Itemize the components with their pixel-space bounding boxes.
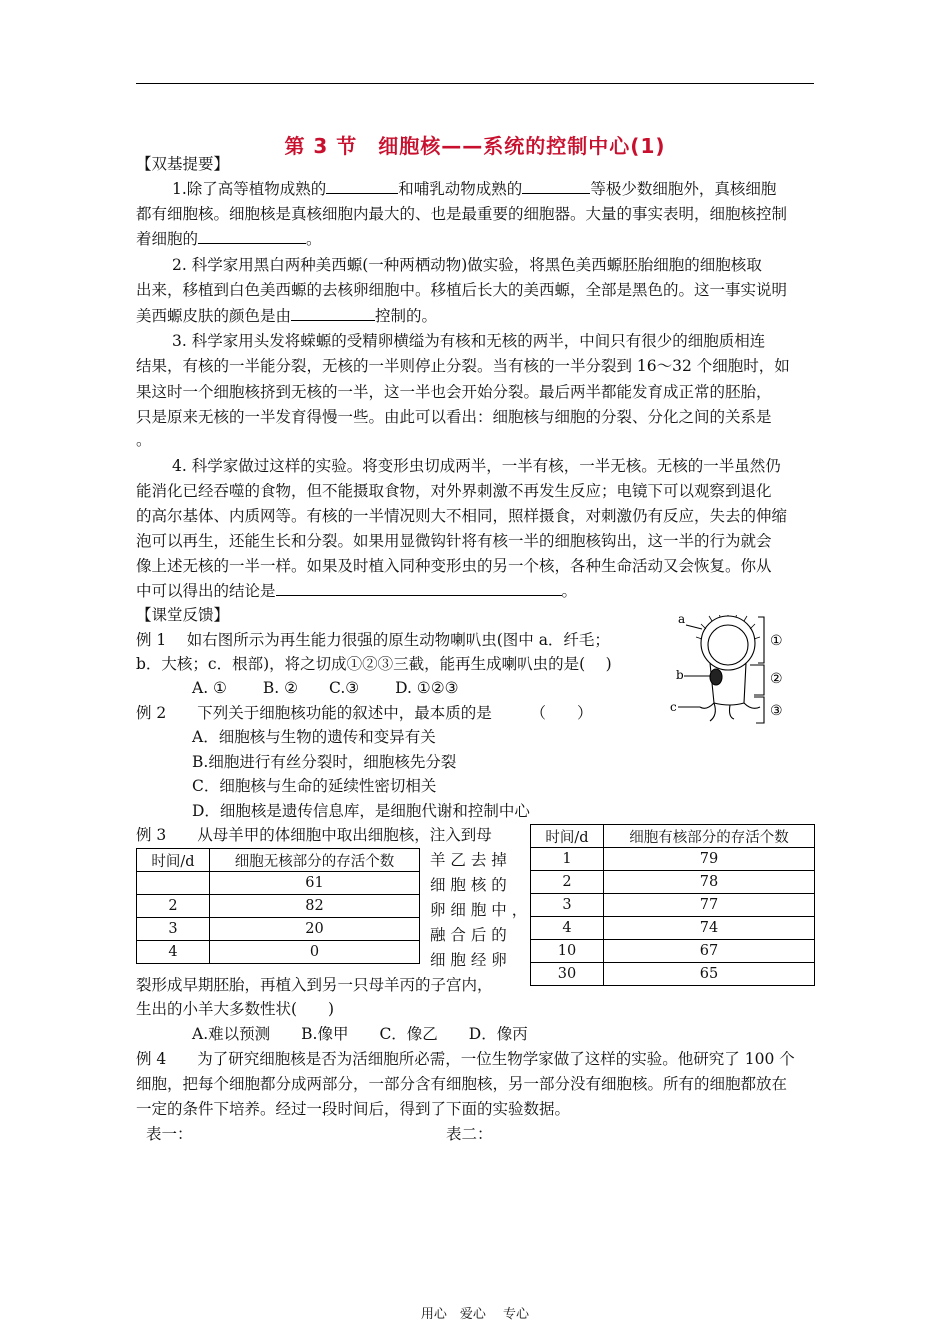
macronucleus [710,669,722,685]
table-cell: 2 [137,895,210,918]
label-b: b [676,668,684,682]
table-cell: 10 [531,940,604,963]
table-header-row [137,849,420,872]
table-header-cell: 细胞无核部分的存活个数 [210,849,420,872]
page-title: 第 3 节 细胞核——系统的控制中心(1) [284,134,666,158]
ex1-options: A. ① B. ② C.③ D. ①②③ [192,679,459,697]
table-cell: 67 [604,940,815,963]
table-row [137,918,420,941]
section-heading-basics: 【双基提要】 [136,155,230,173]
stentor-figure [640,615,820,725]
table-cell: 77 [604,894,815,917]
ex3-mid-4: 融 合 后 的 [430,926,507,944]
bracket-3 [754,697,764,723]
ex3-mid-5: 细 胞 经 卵 [430,951,507,969]
label-a-leader [686,625,702,629]
ex2-option-c: C．细胞核与生命的延续性密切相关 [192,777,437,795]
ex3-line1: 例 3 从母羊甲的体细胞中取出细胞核，注入到母 [136,826,492,844]
table2-label: 表二： [446,1125,493,1143]
ex2-option-a: A．细胞核与生物的遗传和变异有关 [192,728,436,746]
q4-line1: 4. 科学家做过这样的实验。将变形虫切成两半，一半有核，一半无核。无核的一半虽然仍 [172,457,781,475]
table-cell: 78 [604,871,815,894]
q3-line5: 。 [136,431,152,449]
table-row [137,941,420,964]
table-cell: 61 [210,872,420,895]
table-row [531,940,815,963]
label-a: a [678,615,686,626]
table-cell: 79 [604,848,815,871]
stentor-oral-disc [708,625,748,665]
table-cell: 4 [137,941,210,964]
table1-label: 表一： [146,1125,193,1143]
q2-line1: 2. 科学家用黑白两种美西螈(一种两栖动物)做实验，将黑色美西螈胚胎细胞的细胞核取 [172,256,762,274]
table-cell: 1 [531,848,604,871]
table-cell: 0 [210,941,420,964]
table-no-nucleus [136,848,420,964]
ex3-line3: 裂形成早期胚胎，再植入到另一只母羊丙的子宫内， [136,976,493,994]
stentor-head-outline [701,616,755,670]
q3-line1: 3. 科学家用头发将蝾螈的受精卵横缢为有核和无核的两半，中间只有很少的细胞质相连 [172,332,766,350]
bracket-2 [750,665,764,695]
section-heading-feedback: 【课堂反馈】 [136,606,230,624]
stentor-base [714,703,744,705]
label-section-3: ③ [770,703,783,719]
ex2-stem: 例 2 下列关于细胞核功能的叙述中，最本质的是 （ ） [136,704,593,722]
table-row [137,872,420,895]
ex3-line4: 生出的小羊大多数性状( ) [136,1000,335,1018]
q3-line3: 果这时一个细胞核挤到无核的一半，这一半也会开始分裂。最后两半都能发育成正常的胚胎， [136,383,772,401]
ex4-line2: 细胞，把每个细胞都分成两部分，一部分含有细胞核，另一部分没有细胞核。所有的细胞都放在 [136,1075,788,1093]
table-cell: 3 [531,894,604,917]
label-section-1: ① [770,633,783,649]
ex4-line3: 一定的条件下培养。经过一段时间后，得到了下面的实验数据。 [136,1100,571,1118]
q1-line3: 着细胞的 。 [136,227,322,253]
table-cell: 4 [531,917,604,940]
table-header-cell: 时间/d [531,825,604,848]
table-cell: 65 [604,963,815,986]
q1-line1: 1.除了高等植物成熟的 和哺乳动物成熟的 等极少数细胞外，真核细胞 [172,177,776,203]
q3-line4: 只是原来无核的一半发育得慢一些。由此可以看出：细胞核与细胞的分裂、分化之间的关系是 [136,408,772,426]
table-header-cell: 时间/d [137,849,210,872]
label-section-2: ② [770,671,783,687]
bracket-1 [758,617,764,663]
label-c: c [670,700,677,714]
table-header-cell: 细胞有核部分的存活个数 [604,825,815,848]
q3-line2: 结果，有核的一半能分裂，无核的一半则停止分裂。当有核的一半分裂到 16～32 个细胞时，如 [136,357,790,375]
ex2-option-b: B.细胞进行有丝分裂时，细胞核先分裂 [192,753,457,771]
table-row [531,871,815,894]
table-cell: 3 [137,918,210,941]
table-cell: 82 [210,895,420,918]
q2-line2: 出来，移植到白色美西螈的去核卵细胞中。移植后长大的美西螈，全部是黑色的。这一事实说明 [136,281,788,299]
table-row [531,963,815,986]
ex4-line1: 例 4 为了研究细胞核是否为活细胞所必需，一位生物学家做了这样的实验。他研究了 100 个 [136,1050,795,1068]
q4-line3: 的高尔基体、内质网等。有核的一半情况则大不相同，照样摄食，对刺激仍有反应，失去的伸缩 [136,507,788,525]
stentor-root [700,703,760,721]
q4-line4: 泡可以再生，还能生长和分裂。如果用显微钩针将有核一半的细胞核钩出，这一半的行为就会 [136,532,772,550]
table-cell: 30 [531,963,604,986]
header-rule [136,83,814,84]
ex3-mid-2: 细 胞 核 的 [430,876,507,894]
q4-line5: 像上述无核的一半一样。如果及时植入同种变形虫的另一个核，各种生命活动又会恢复。你从 [136,557,772,575]
ex1-line2: b．大核；c．根部)，将之切成①②③三截，能再生成喇叭虫的是( ) [136,655,612,673]
q2-line3: 美西螈皮肤的颜色是由 控制的。 [136,304,437,330]
table-row [531,848,815,871]
table-with-nucleus [530,824,815,986]
q4-line6: 中可以得出的结论是 。 [136,579,577,605]
ex3-mid-3: 卵 细 胞 中 ， [430,901,528,919]
table-cell: 20 [210,918,420,941]
table-cell: 74 [604,917,815,940]
ex2-option-d: D．细胞核是遗传信息库，是细胞代谢和控制中心 [192,802,530,820]
table-cell [137,872,210,895]
table-row [531,894,815,917]
ex1-line1: 例 1 如右图所示为再生能力很强的原生动物喇叭虫(图中 a．纤毛； [136,631,610,649]
table-row [531,917,815,940]
q1-line2: 都有细胞核。细胞核是真核细胞内最大的、也是最重要的细胞器。大量的事实表明，细胞核控制 [136,205,788,223]
page-footer: 用心 爱心 专心 [420,1307,530,1322]
q4-line2: 能消化已经吞噬的食物，但不能摄取食物，对外界刺激不再发生反应；电镜下可以观察到退化 [136,482,772,500]
table-header-row [531,825,815,848]
ex3-mid-1: 羊 乙 去 掉 [430,851,507,869]
table-cell: 2 [531,871,604,894]
table-row [137,895,420,918]
ex3-options: A.难以预测 B.像甲 C．像乙 D．像丙 [192,1025,528,1043]
